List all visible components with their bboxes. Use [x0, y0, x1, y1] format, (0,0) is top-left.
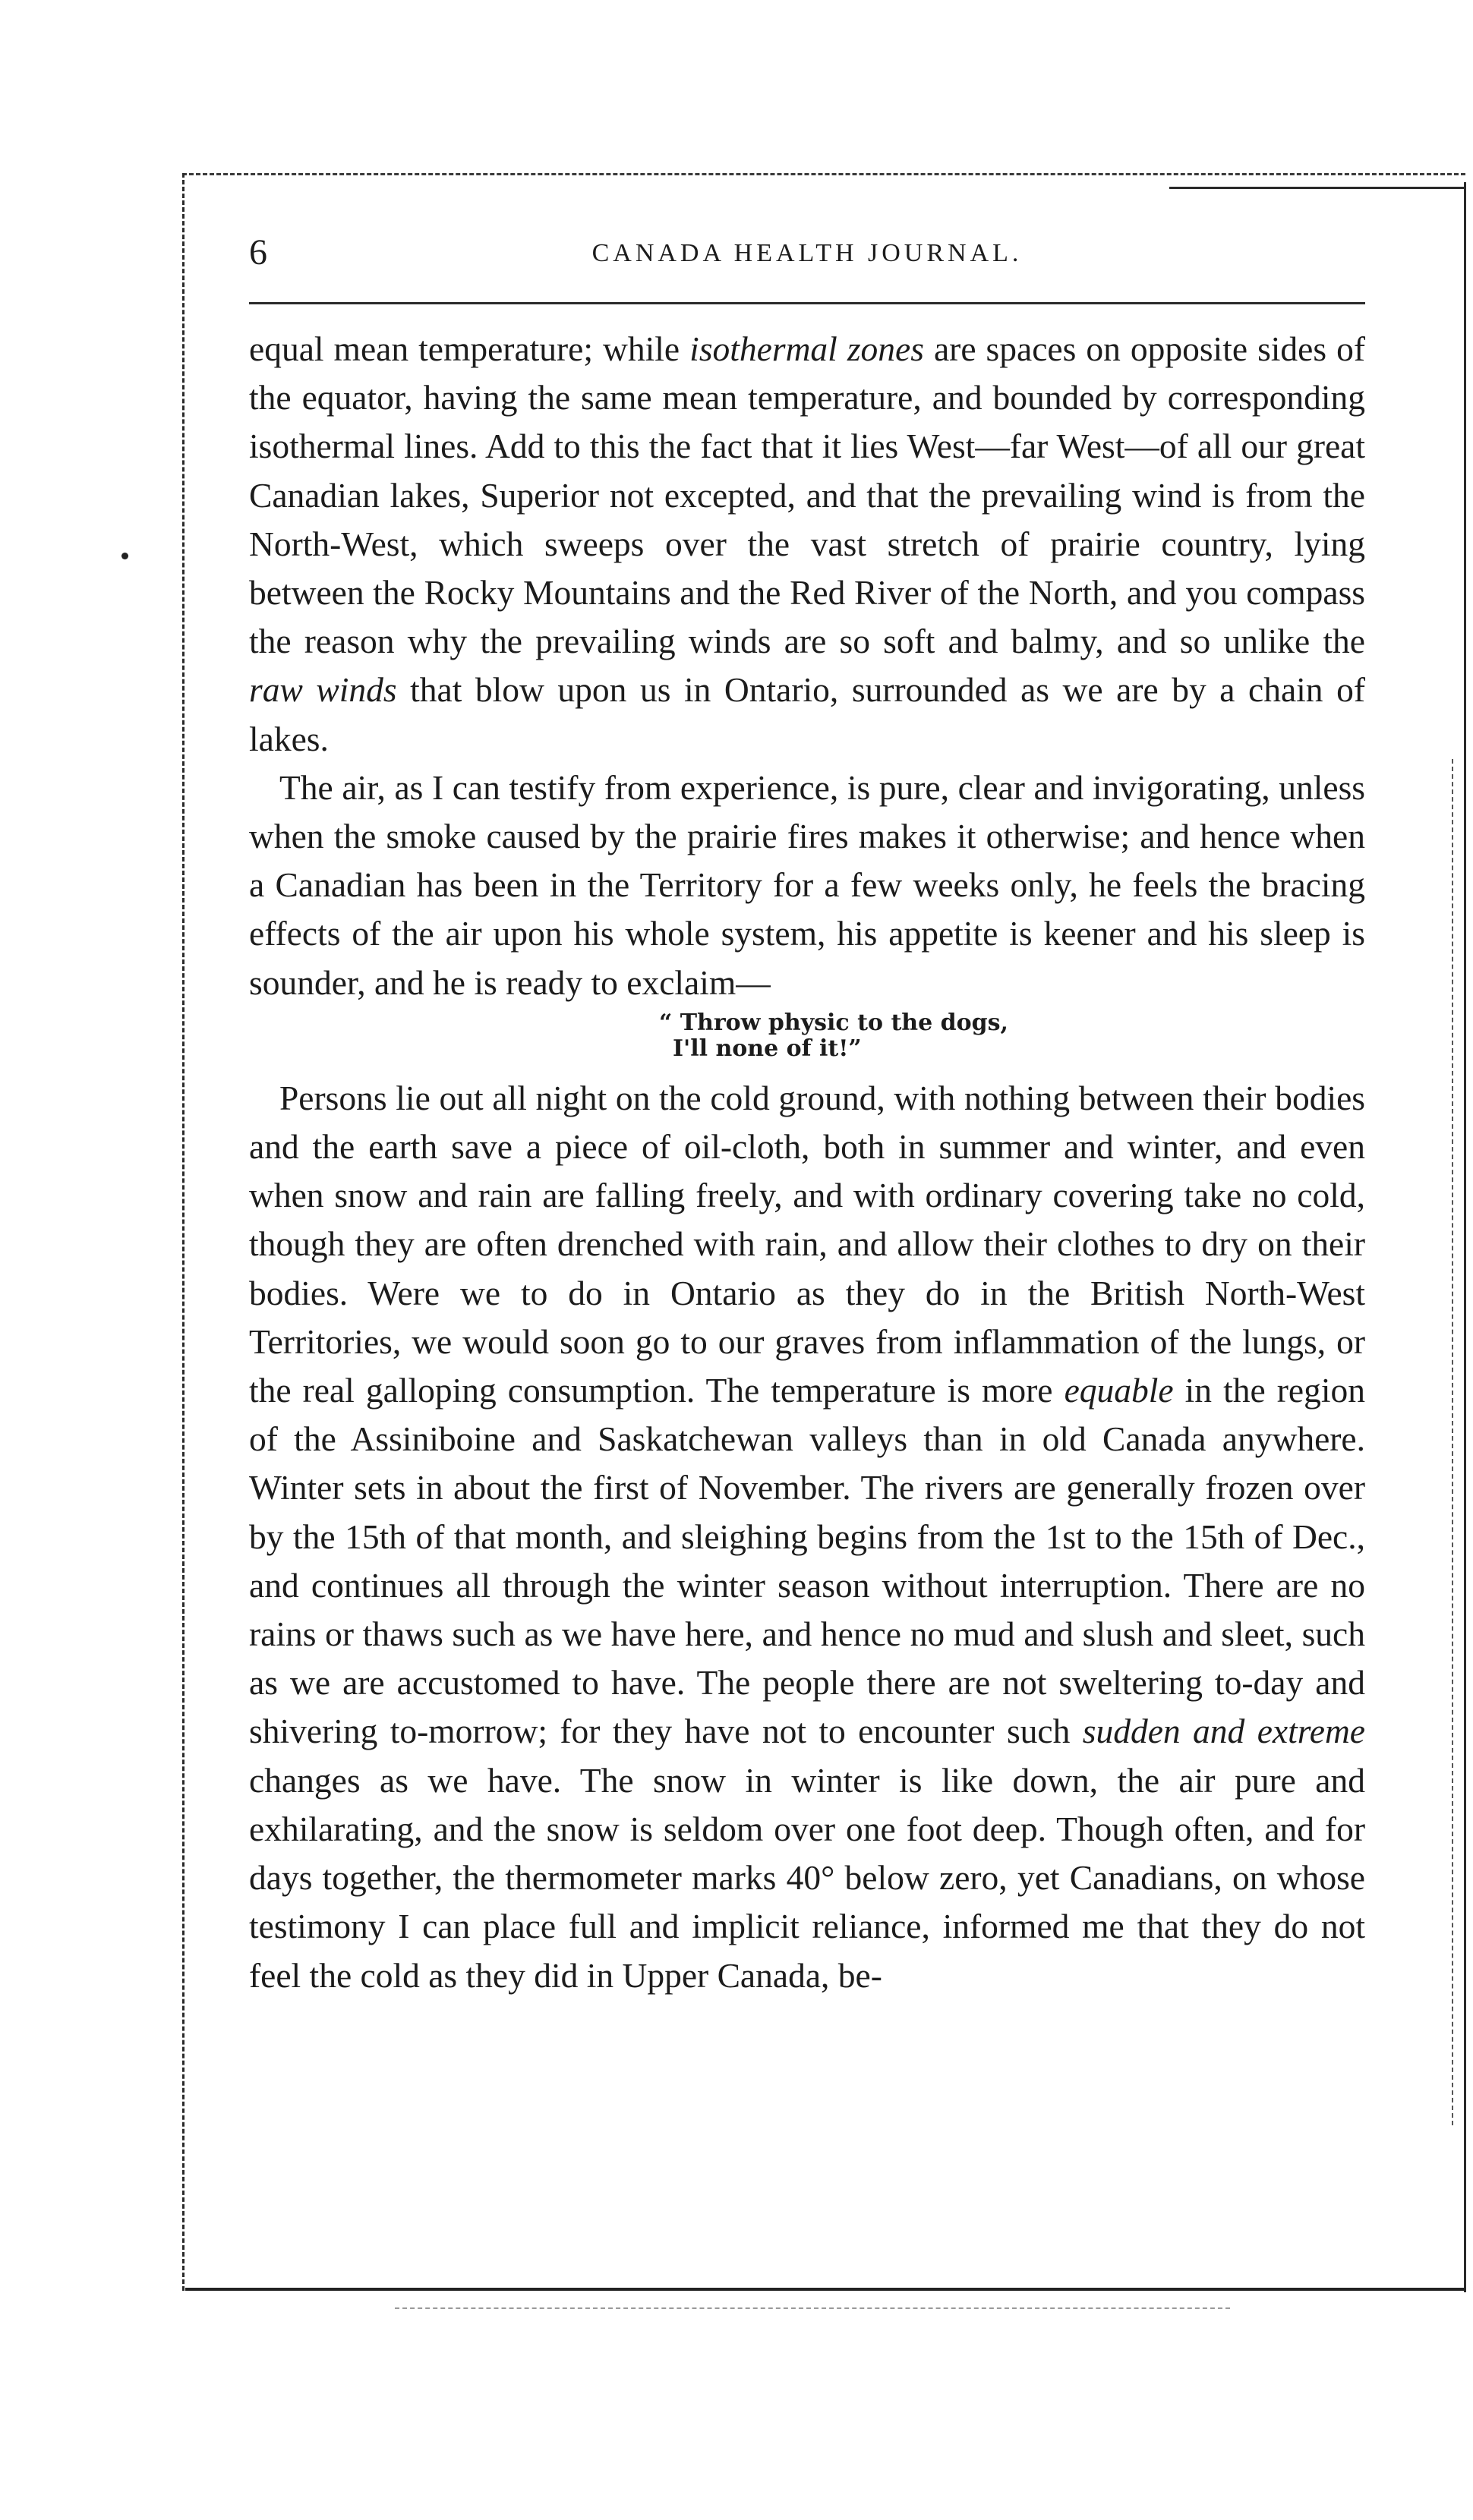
verse-quotation: [249, 1010, 1365, 1062]
paragraph-3: [249, 1074, 1365, 2000]
italic-phrase: equable: [1064, 1371, 1174, 1410]
text-segment: changes as we have. The snow in winter is like down, the air pure and exhilarating, and the snow is seldom over one foot deep. Though often, and for days together, the thermometer marks 40° below zero, yet Canadians, on whose testimony I can place full and implicit reliance, informed me that they do not feel the cold as they did in Upper Canada, be-: [249, 1760, 1365, 1995]
frame-top-border-segment: [1169, 187, 1465, 189]
paragraph-2: [249, 764, 1365, 1007]
frame-bottom-border: [185, 2288, 1465, 2291]
italic-phrase: raw winds: [249, 670, 397, 710]
header-rule: [249, 302, 1365, 304]
italic-phrase: isothermal zones: [689, 329, 924, 368]
scan-speck: [121, 553, 128, 559]
paragraph-1: [249, 325, 1365, 764]
frame-left-border: [182, 173, 185, 2291]
running-title: CANADA HEALTH JOURNAL.: [591, 239, 1023, 267]
italic-phrase: sudden and extreme: [1082, 1712, 1365, 1751]
frame-top-border: [182, 173, 1465, 175]
quote-line-2: I'll none of it!”: [673, 1035, 862, 1062]
text-segment: are spaces on opposite sides of the equator, having the same mean temperature, and bounded by corresponding isothermal lines. Add to this the fact that it lies West—far West—of all our great Canadian lakes, Superior not excepted, and that the prevailing wind is from the North-West, which sweeps over the vast stretch of prairie country, lying between the Rocky Mountains and the Red River of the North, and you compass the reason why the prevailing winds are so soft and balmy, and so unlike the: [249, 329, 1365, 661]
frame-right-border: [1464, 182, 1466, 2292]
text-segment: in the region of the Assiniboine and Saskatchewan valleys than in old Canada anywhere. Winter sets in about the first of November. The rivers are generally frozen over by the 15th of that month, and sleighing begins from the 1st to the 15th of Dec., and continues all through the winter season without interruption. There are no rains or thaws such as we have here, and hence no mud and slush and sleet, such as we are accustomed to have. The people there are not sweltering to-day and shivering to-morrow; for they have not to encounter such: [249, 1371, 1365, 1751]
text-segment: that blow upon us in Ontario, surrounded as we are by a chain of lakes.: [249, 670, 1365, 758]
frame-bottom-faint-line: [395, 2307, 1230, 2309]
body-text: [249, 325, 1365, 2000]
text-segment: equal mean temperature; while: [249, 329, 690, 368]
text-segment: Persons lie out all night on the cold ground, with nothing between their bodies and the earth save a piece of oil-cloth, both in summer and winter, and even when snow and rain are falling freely, and with ordinary covering take no cold, though they are often drenched with rain, and allow their clothes to dry on their bodies. Were we to do in Ontario as they do in the British North-West Territories, we would soon go to our graves from inflammation of the lungs, or the real galloping consumption. The temperature is more: [249, 1078, 1365, 1410]
text-segment: The air, as I can testify from experience, is pure, clear and invigorating, unless when the smoke caused by the prairie fires makes it otherwise; and hence when a Canadian has been in the Territory for a few weeks only, he feels the bracing effects of the air upon his whole system, his appetite is keener and his sleep is sounder, and he is ready to exclaim—: [249, 767, 1365, 1002]
frame-right-inner-border: [1452, 759, 1453, 2125]
page-number: 6: [249, 232, 267, 272]
page-header: [249, 232, 1365, 285]
quote-line-1: “ Throw physic to the dogs,: [659, 1009, 1008, 1036]
